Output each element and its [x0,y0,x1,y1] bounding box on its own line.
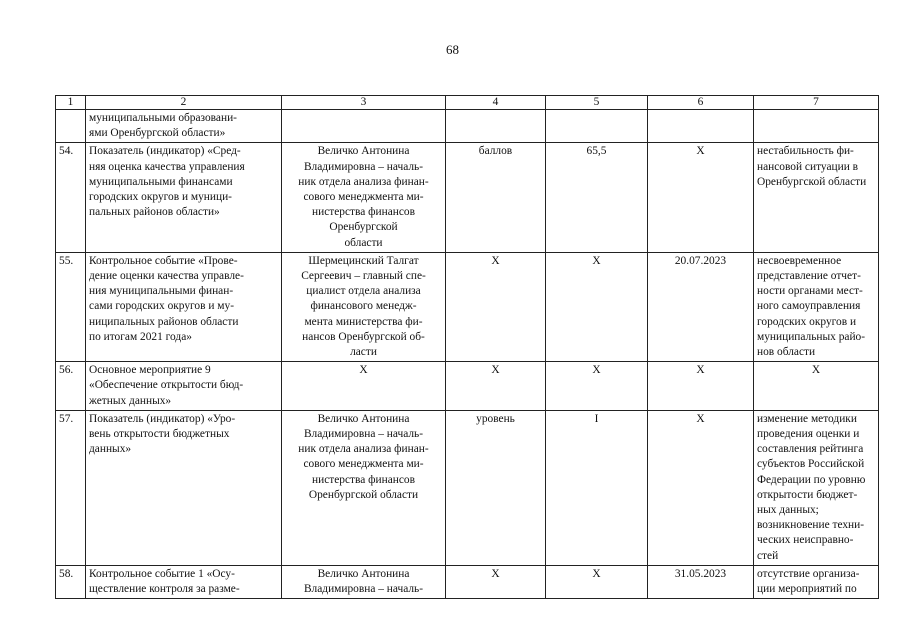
risk-cell [754,252,879,361]
name-cell [86,565,282,598]
date-cell: X [648,410,754,565]
risk-cell-line: ного самоуправления [757,300,861,313]
table-row [56,143,879,252]
name-cell-line: Основное мероприятие 9 [89,364,211,377]
risk-cell-line: открытости бюджет- [757,488,858,501]
row-number-cell: 57. [56,410,86,565]
responsible-cell-line: нистерства финансов [312,206,415,219]
value-cell: X [546,252,648,361]
column-header: 1 [56,96,86,110]
name-cell-line: Контрольное событие «Прове- [89,254,238,267]
name-cell-line: ния муниципальными финан- [89,285,234,298]
responsible-cell-line: Величко Антонина [317,412,410,425]
risk-cell-line: ции мероприятий по [757,583,857,596]
date-cell: X [648,143,754,252]
risk-cell-line: ности органами мест- [757,285,863,298]
value-cell: I [546,410,648,565]
responsible-cell-line: мента министерства фи- [304,315,423,328]
unit-cell: X [446,362,546,411]
row-number-cell [56,110,86,143]
responsible-cell-line: Величко Антонина [317,145,410,158]
name-cell [86,143,282,252]
risk-cell-line: представление отчет- [757,270,861,283]
name-cell [86,362,282,411]
risk-cell-line: стей [757,549,779,562]
risk-cell-line: нансовой ситуации в [757,160,859,173]
risk-cell-line: X [811,364,821,377]
responsible-cell [282,252,446,361]
responsible-cell-line: циалист отдела анализа [306,285,421,298]
name-cell-line: данных» [89,443,132,456]
column-header: 7 [754,96,879,110]
responsible-cell-line: Владимировна – началь- [303,428,424,441]
value-cell: X [546,362,648,411]
responsible-cell-line: Оренбургской области [308,488,419,501]
name-cell-line: по итогам 2021 года» [89,330,192,343]
risk-cell-line: Федерации по уровню [757,473,866,486]
column-header: 6 [648,96,754,110]
name-cell-line: жетных данных» [89,394,172,407]
unit-cell [446,110,546,143]
page-number: 68 [446,42,459,57]
risk-cell [754,565,879,598]
name-cell-line: вень открытости бюджетных [89,428,230,441]
responsible-cell-line: Владимировна – началь- [303,160,424,173]
responsible-cell-line: нистерства финансов [312,473,415,486]
risk-cell-line: изменение методики [757,412,857,425]
table-row [56,252,879,361]
name-cell-line: муниципальными финансами [89,175,233,188]
row-number-cell: 56. [56,362,86,411]
responsible-cell-line: области [344,236,383,249]
unit-cell: X [446,252,546,361]
unit-cell: баллов [446,143,546,252]
name-cell [86,252,282,361]
name-cell-line: ями Оренбургской области» [89,127,226,140]
responsible-cell-line: Сергеевич – главный спе- [301,270,426,283]
responsible-cell [282,410,446,565]
name-cell-line: сами городских округов и му- [89,300,234,313]
responsible-cell-line: нансов Оренбургской об- [302,330,425,343]
name-cell [86,410,282,565]
responsible-cell [282,110,446,143]
table-row [56,565,879,598]
column-header: 4 [446,96,546,110]
responsible-cell-line: Оренбургской [329,221,398,234]
responsible-cell-line: ник отдела анализа финан- [298,175,429,188]
responsible-cell-line: ник отдела анализа финан- [298,443,429,456]
risk-cell-line: муниципальных райо- [757,330,866,343]
name-cell-line: ществление контроля за разме- [89,583,240,596]
risk-cell-line: возникновение техни- [757,519,865,532]
risk-cell-line: нестабильность фи- [757,145,854,158]
value-cell: 65,5 [546,143,648,252]
responsible-cell-line: X [359,364,368,377]
name-cell-line: «Обеспечение открытости бюд- [89,379,244,392]
table-header-row [56,96,879,110]
responsible-cell-line: сового менеджмента ми- [303,191,424,204]
responsible-cell-line: Владимировна – началь- [303,583,424,596]
date-cell: 20.07.2023 [648,252,754,361]
risk-cell-line: городских округов и [757,315,857,328]
responsible-cell [282,362,446,411]
table-row [56,362,879,411]
name-cell [86,110,282,143]
risk-cell-line: субъектов Российской [757,458,865,471]
responsible-cell-line: ласти [350,346,377,359]
table-row [56,110,879,143]
risk-cell-line: составления рейтинга [757,443,864,456]
responsible-cell-line: сового менеджмента ми- [303,458,424,471]
name-cell-line: ниципальных районов области [89,315,239,328]
responsible-cell [282,565,446,598]
risk-cell-line: проведения оценки и [757,428,860,441]
name-cell-line: няя оценка качества управления [89,160,245,173]
column-header: 5 [546,96,648,110]
row-number-cell: 55. [56,252,86,361]
name-cell-line: пальных районов области» [89,206,220,219]
name-cell-line: муниципальными образовани- [89,112,237,124]
risk-cell-line: отсутствие организа- [757,567,860,580]
responsible-cell-line: финансового менедж- [310,300,417,313]
name-cell-line: Контрольное событие 1 «Осу- [89,567,235,580]
row-number-cell: 58. [56,565,86,598]
risk-cell-line: ных данных; [757,504,819,517]
name-cell-line: дение оценки качества управле- [89,270,244,283]
risk-cell-line: Оренбургской области [757,175,867,188]
table-row [56,410,879,565]
risk-cell-line: несвоевременное [757,254,842,267]
value-cell [546,110,648,143]
name-cell-line: Показатель (индикатор) «Уро- [89,412,236,425]
risk-cell [754,110,879,143]
column-header: 3 [282,96,446,110]
responsible-cell [282,143,446,252]
responsible-cell-line: Шермецинский Талгат [308,254,419,267]
unit-cell: уровень [446,410,546,565]
risk-cell [754,143,879,252]
row-number-cell: 54. [56,143,86,252]
risk-cell-line: нов области [757,346,816,359]
column-header: 2 [86,96,282,110]
risk-cell-line: ческих неисправно- [757,534,854,547]
date-cell [648,110,754,143]
date-cell: 31.05.2023 [648,565,754,598]
unit-cell: X [446,565,546,598]
value-cell: X [546,565,648,598]
date-cell: X [648,362,754,411]
monitoring-table [55,95,879,599]
responsible-cell-line: Величко Антонина [317,567,410,580]
name-cell-line: Показатель (индикатор) «Сред- [89,145,241,158]
risk-cell [754,362,879,411]
name-cell-line: городских округов и муници- [89,191,232,204]
risk-cell [754,410,879,565]
